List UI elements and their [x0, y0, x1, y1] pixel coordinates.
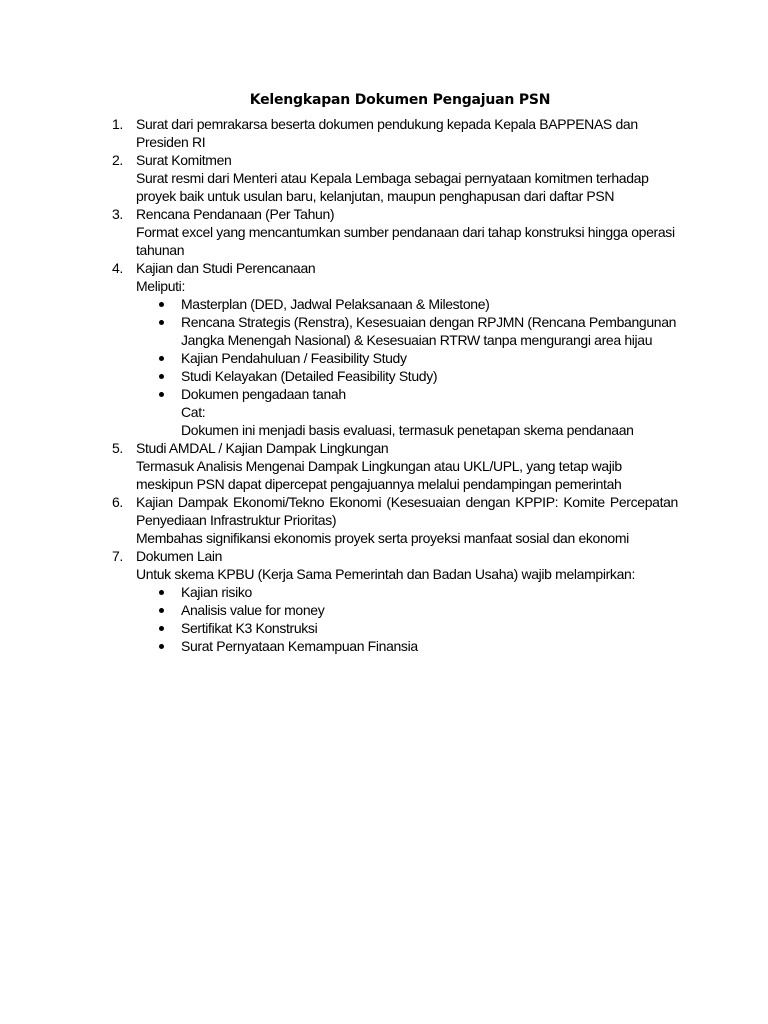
item-description: Membahas signifikansi ekonomis proyek serta proyeksi manfaat sosial dan ekonomi	[136, 530, 629, 546]
bullet-dot-icon	[159, 590, 164, 595]
bullet-dot-icon	[159, 374, 164, 379]
bullet-item: Masterplan (DED, Jadwal Pelaksanaan & Milestone)	[136, 295, 678, 313]
list-item	[0, 547, 678, 655]
bullet-item: Sertifikat K3 Konstruksi	[136, 619, 678, 637]
item-description: Surat resmi dari Menteri atau Kepala Lembaga sebagai pernyataan komitmen terhadap proyek baik untuk usulan baru, kelanjutan, maupun penghapusan dari daftar PSN	[136, 170, 649, 204]
list-item	[0, 151, 678, 205]
note-text: Dokumen ini menjadi basis evaluasi, termasuk penetapan skema pendanaan	[181, 422, 634, 438]
item-label: Dokumen Lain	[136, 548, 223, 564]
list-item	[0, 115, 678, 151]
bullet-dot-icon	[159, 302, 164, 307]
item-number: 4.	[112, 260, 123, 276]
list-item	[0, 493, 678, 547]
bullet-dot-icon	[159, 356, 164, 361]
list-item	[0, 439, 678, 493]
note-label: Cat:	[181, 404, 206, 420]
item-number: 1.	[112, 116, 123, 132]
bullet-item: Analisis value for money	[136, 601, 678, 619]
item-description: Untuk skema KPBU (Kerja Sama Pemerintah dan Badan Usaha) wajib melampirkan:	[136, 566, 635, 582]
item-number: 2.	[112, 152, 123, 168]
bullet-item: Studi Kelayakan (Detailed Feasibility Study)	[136, 367, 678, 385]
document-title: Kelengkapan Dokumen Pengajuan PSN	[249, 92, 551, 108]
item-label: Rencana Pendanaan (Per Tahun)	[136, 206, 335, 222]
bullet-item: Rencana Strategis (Renstra), Kesesuaian dengan RPJMN (Rencana Pembangunan Jangka Menengah Nasional) & Kesesuaian RTRW tanpa mengurangi area hijau	[136, 313, 678, 349]
item-description: Format excel yang mencantumkan sumber pendanaan dari tahap konstruksi hingga operasi tahunan	[136, 224, 675, 258]
bullet-list	[136, 583, 678, 655]
bullet-dot-icon	[159, 320, 164, 325]
bullet-item: Dokumen pengadaan tanah	[136, 385, 678, 403]
item-intro: Meliputi:	[136, 278, 185, 294]
list-item	[0, 205, 678, 259]
item-label: Surat Komitmen	[136, 152, 232, 168]
item-label: Surat dari pemrakarsa beserta dokumen pendukung kepada Kepala BAPPENAS dan Presiden RI	[136, 116, 638, 150]
bullet-item: Surat Pernyataan Kemampuan Finansia	[136, 637, 678, 655]
item-number: 3.	[112, 206, 123, 222]
item-label: Kajian Dampak Ekonomi/Tekno Ekonomi (Kesesuaian dengan KPPIP: Komite Percepatan Penyediaan Infrastruktur Prioritas)	[136, 494, 678, 528]
item-label: Kajian dan Studi Perencanaan	[136, 260, 316, 276]
item-number: 7.	[112, 548, 123, 564]
bullet-dot-icon	[159, 608, 164, 613]
bullet-item: Kajian risiko	[136, 583, 678, 601]
list-item	[0, 259, 678, 439]
item-label: Studi AMDAL / Kajian Dampak Lingkungan	[136, 440, 389, 456]
bullet-dot-icon	[159, 644, 164, 649]
bullet-list	[136, 295, 678, 403]
item-number: 6.	[112, 494, 123, 510]
item-description: Termasuk Analisis Mengenai Dampak Lingkungan atau UKL/UPL, yang tetap wajib meskipun PSN dapat dipercepat pengajuannya melalui pendampingan pemerintah	[136, 458, 622, 492]
bullet-dot-icon	[159, 626, 164, 631]
requirements-list	[0, 115, 768, 655]
bullet-item: Kajian Pendahuluan / Feasibility Study	[136, 349, 678, 367]
bullet-dot-icon	[159, 392, 164, 397]
item-number: 5.	[112, 440, 123, 456]
